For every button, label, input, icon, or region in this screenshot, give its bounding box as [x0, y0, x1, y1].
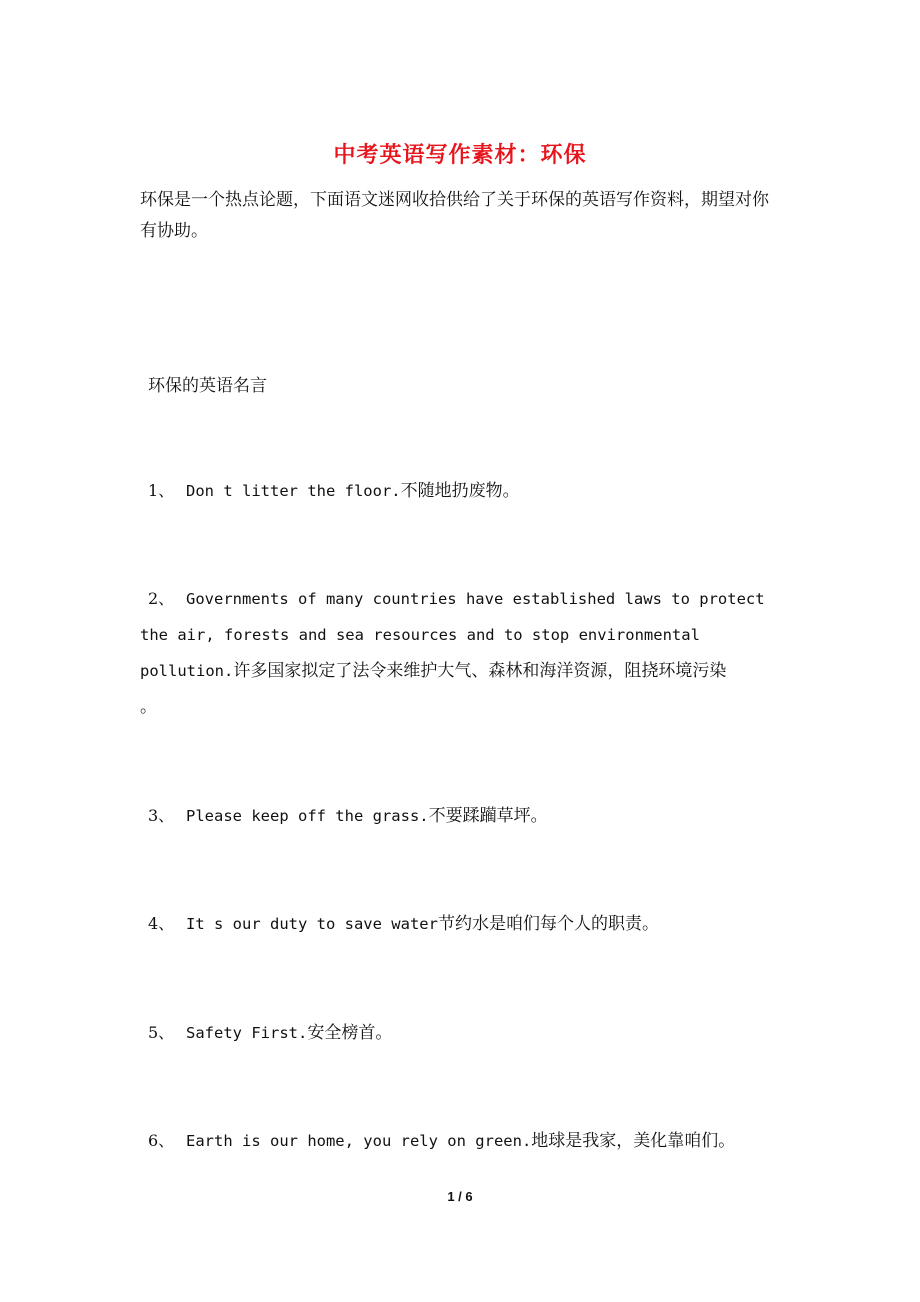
section-heading: 环保的英语名言: [148, 376, 267, 396]
item-english-line-2: the air, forests and sea resources and to stop environmental: [140, 626, 700, 644]
item-chinese: 安全榜首。: [307, 1023, 393, 1043]
item-chinese: 不随地扔废物。: [400, 481, 520, 501]
item-chinese: 地球是我家，美化靠咱们。: [531, 1131, 736, 1151]
item-english: Please keep off the grass.: [186, 807, 429, 825]
item-english: Earth is our home, you rely on green.: [186, 1132, 532, 1150]
item-english: Safety First.: [186, 1024, 308, 1042]
item-english-line-3: pollution.: [140, 662, 234, 680]
intro-paragraph: 环保是一个热点论题，下面语文迷网收拾供给了关于环保的英语写作资料，期望对你有协助。: [140, 190, 769, 241]
item-chinese: 节约水是咱们每个人的职责。: [437, 914, 659, 934]
document-title: 中考英语写作素材：环保: [333, 143, 587, 168]
quote-item-6: [140, 1123, 790, 1159]
item-chinese: 不要蹂躏草坪。: [428, 806, 548, 826]
item-number: 6、: [148, 1131, 175, 1150]
item-number: 5、: [148, 1023, 175, 1042]
quote-item-4: [140, 906, 790, 942]
item-chinese-tail: 。: [140, 697, 157, 717]
item-english: Don t litter the floor.: [186, 482, 401, 500]
item-chinese: 许多国家拟定了法令来维护大气、森林和海洋资源，阻挠环境污染: [233, 661, 727, 681]
quote-item-1: [140, 473, 790, 509]
item-english: It s our duty to save water: [186, 915, 438, 933]
item-number: 3、: [148, 806, 175, 825]
page-indicator: 1 / 6: [447, 1189, 473, 1204]
item-number: 4、: [148, 914, 175, 933]
item-number: 1、: [148, 481, 175, 500]
quote-item-5: [140, 1015, 790, 1051]
item-number: 2、: [148, 589, 175, 608]
quote-item-2: [140, 581, 790, 725]
item-english-line-1: Governments of many countries have established laws to protect: [186, 590, 765, 608]
quote-item-3: [140, 798, 790, 834]
